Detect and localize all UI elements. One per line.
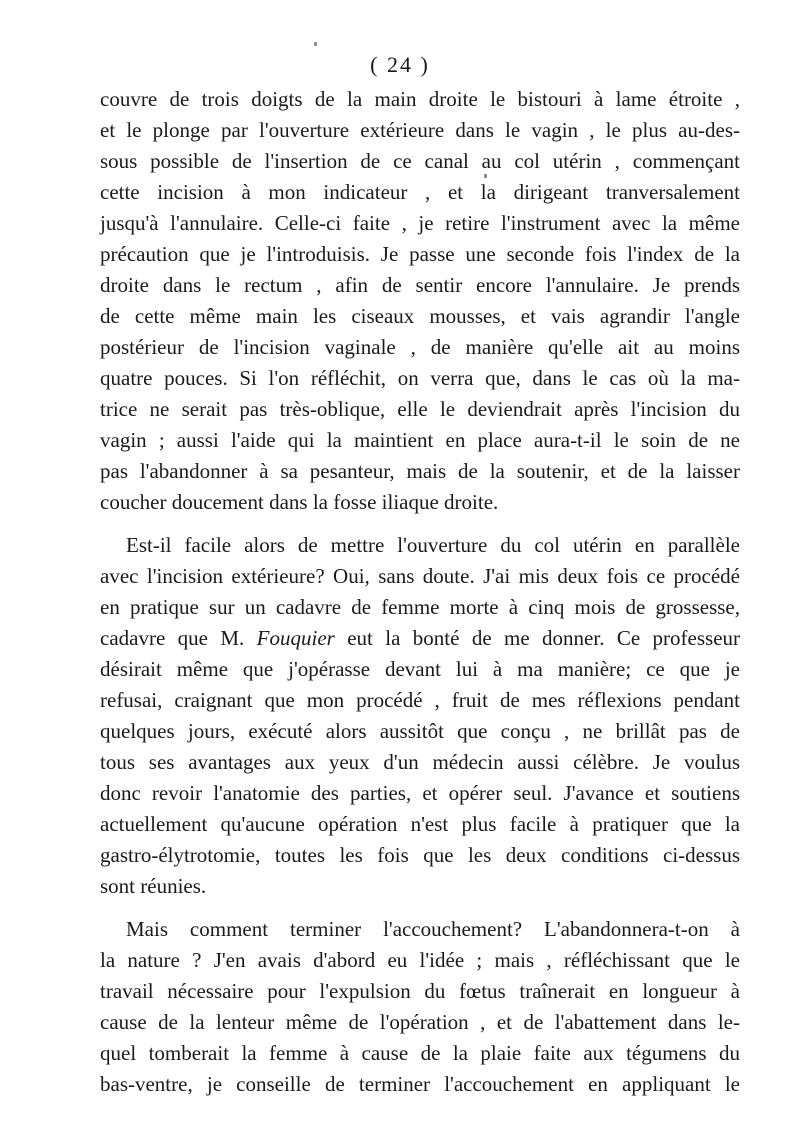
text-line: trice ne serait pas très-oblique, elle le deviendrait après l'incision du [100,397,740,421]
text-line: et le plonge par l'ouverture extérieure dans le vagin , le plus au-des- [100,118,740,142]
text-line: quatre pouces. Si l'on réfléchit, on verra que, dans le cas où la ma- [100,366,740,390]
paragraph-3 [100,914,740,1100]
text-line: droite dans le rectum , afin de sentir encore l'annulaire. Je prends [100,273,740,297]
body-text [100,84,740,1100]
text-line: sous possible de l'insertion de ce canal au col utérin , commençant [100,149,740,173]
text-line: donc revoir l'anatomie des parties, et opérer seul. J'avance et soutiens [100,781,740,805]
paragraph-1 [100,84,740,518]
person-name: Fouquier [256,626,335,650]
text-line: en pratique sur un cadavre de femme morte à cinq mois de grossesse, [100,595,740,619]
text-line: la nature ? J'en avais d'abord eu l'idée ; mais , réfléchissant que le [100,948,740,972]
text-line: travail nécessaire pour l'expulsion du fœtus traînerait en longueur à [100,979,740,1003]
text-line: sont réunies. [100,874,207,898]
text-line: tous ses avantages aux yeux d'un médecin aussi célèbre. Je voulus [100,750,740,774]
text-line: avec l'incision extérieure? Oui, sans doute. J'ai mis deux fois ce procédé [100,564,740,588]
text-line: pas l'abandonner à sa pesanteur, mais de la soutenir, et de la laisser [100,459,740,483]
text-line: quelques jours, exécuté alors aussitôt que conçu , ne brillât pas de [100,719,740,743]
text-line: quel tomberait la femme à cause de la plaie faite aux tégumens du [100,1041,740,1065]
text-line: actuellement qu'aucune opération n'est plus facile à pratiquer que la [100,812,740,836]
paragraph-2 [100,530,740,902]
text-before-name: cadavre que M. [100,626,245,650]
text-line: Est-il facile alors de mettre l'ouverture du col utérin en parallèle [126,533,740,557]
text-line: cette incision à mon indicateur , et la dirigeant tranversalement [100,180,740,204]
text-line: vagin ; aussi l'aide qui la maintient en place aura-t-il le soin de ne [100,428,740,452]
text-line: couvre de trois doigts de la main droite le bistouri à lame étroite , [100,87,740,111]
text-after-name: eut la bonté de me donner. Ce professeur [347,626,741,650]
text-line: bas-ventre, je conseille de terminer l'accouchement en appliquant le [100,1072,740,1096]
ink-speck [484,174,487,178]
text-line: postérieur de l'incision vaginale , de manière qu'elle ait au moins [100,335,740,359]
text-line: de cette même main les ciseaux mousses, et vais agrandir l'angle [100,304,740,328]
text-line: Mais comment terminer l'accouchement? L'abandonnera-t-on à [126,917,740,941]
text-line: précaution que je l'introduisis. Je passe une seconde fois l'index de la [100,242,740,266]
ink-speck [314,42,317,46]
text-line: cause de la lenteur même de l'opération , et de l'abattement dans le- [100,1010,740,1034]
page-number: ( 24 ) [370,52,430,77]
text-line: désirait même que j'opérasse devant lui à ma manière; ce que je [100,657,740,681]
text-line: gastro-élytrotomie, toutes les fois que les deux conditions ci-dessus [100,843,740,867]
text-line-with-name [100,623,740,654]
text-line: coucher doucement dans la fosse iliaque droite. [100,490,499,514]
text-line: jusqu'à l'annulaire. Celle-ci faite , je retire l'instrument avec la même [100,211,740,235]
text-line: refusai, craignant que mon procédé , fruit de mes réflexions pendant [100,688,740,712]
